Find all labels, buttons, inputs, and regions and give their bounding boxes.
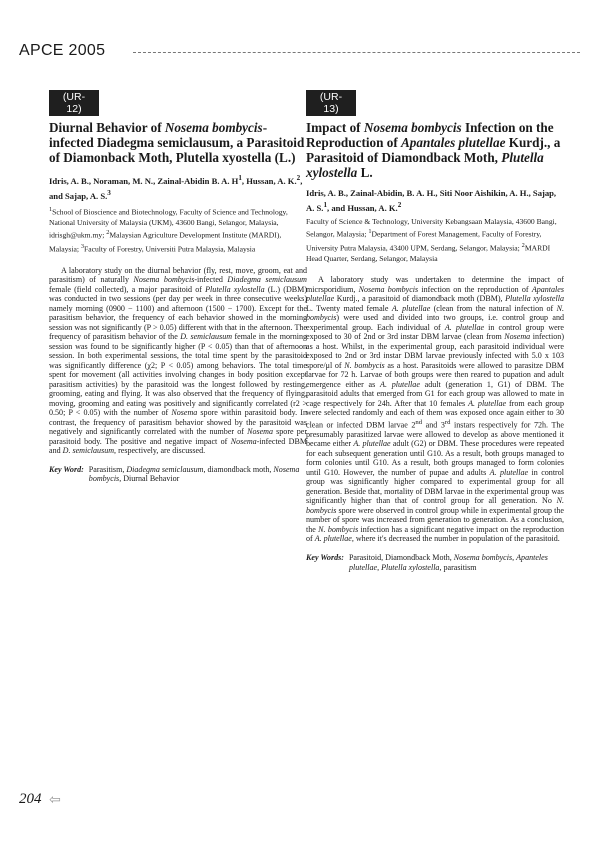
keywords-label: Key Words: — [306, 552, 344, 562]
author-list: Idris, A. B., Noraman, M. N., Zainal-Abidin B. A. $H^1$, Hussan, A. K.$^2$, and Sajap, A. S.$^3$ — [49, 174, 303, 201]
keywords-text: Parasitoid, Diamondback Moth, Nosema bombycis, Apanteles plutellae, Plutella xylostella, parasitism — [348, 552, 548, 572]
keywords — [306, 553, 564, 572]
keywords-text: Parasitism, Diadegma semiclausum, diamondback moth, Nosema bombycis, Diurnal Behavior — [88, 464, 300, 484]
author-list: Idris, A. B., Zainal-Abidin, B. A. H., Siti Noor Aishikin, A. H., Sajap, A. S.$^1$, and Hussan, A. K.$^2$ — [306, 188, 557, 213]
abstract-title: Impact of Nosema bombycis Infection on the Reproduction of Apantales plutellae Kurdj., a Parasitoid of Diamondback Moth, Plutella xylostella L. — [306, 120, 561, 180]
back-arrow-icon: ⇦ — [49, 792, 61, 808]
affiliations: Faculty of Science & Technology, University Kebangsaan Malaysia, 43600 Bangi, Selangor, Malaysia; $^1$Department of Forest Management, Faculty of Forestry, University Putra Malaysia, 43400 UPM, Serdang, Selangor, Malaysia; $^2$MARDI Head Quarter, Serdang, Selangor, Malaysia — [306, 216, 557, 263]
journal-header-title: APCE 2005 — [19, 42, 106, 59]
keywords — [49, 465, 307, 484]
keywords-label: Key Word: — [49, 464, 84, 474]
abstract-code-badge: (UR-12) — [49, 90, 99, 116]
abstract-ur12 — [49, 90, 307, 484]
affiliations: $^1$School of Bioscience and Biotechnology, Faculty of Science and Technology, National University of Malaysia (UKM), 43600 Bangi, Selangor, Malaysia, idrisgh@ukm.my; $^2$Malaysian Agriculture Development Institute (MARDI), Malaysia; $^3$Faculty of Forestry, Universiti Putra Malaysia, Malaysia — [49, 205, 288, 254]
header-divider — [133, 52, 580, 53]
abstract-title: Diurnal Behavior of Nosema bombycis-infected Diadegma semiclausum, a Parasitoid of Diamonback Moth, Plutella xyostella (L.) — [49, 120, 305, 165]
page-number: 204 — [19, 791, 42, 807]
abstract-body: A laboratory study was undertaken to determine the impact of micrsporidium, Nosema bombycis infection on the reproduction of Apantales plutellae Kurdj., a parasitoid of diamondback moth (DBM), Plutella xylostella L. Twenty mated female A. plutellae (clean from the natural infection of N. bombycis) were used and divided into two groups, i.e. control group and experimental group. Each individual of A. plutellae in control group were exposed to 30 of 2nd or 3rd instar DBM larvae (clean from Nosema infection) as a host. Whilst, in the experimental group, each parasitoid individual were exposed to 2nd or 3rd instar DBM larvae previously infected with 5.0 x 103 spore/μl of N. bombycis as a host. Parasitoids were allowed to parasitze DBM larvae for 72 h. Larvae of both groups were then reared to pupation and adult emergence either as A. plutellae adult (generation 1, G1) of DBM. The parasitoid adults that emerged from G1 for each group was allowed to mate in cage respectively for 24h. After that 10 females A. plutellae from each group were selected randomly and each of them was exposed once again either to 30 clean or infected DBM larvae 2nd and 3rd instars respectively for 72h. The presumably parasitized larvae were allowed to develop as above mentioned it became either A. plutellae adult (G2) or DBM. These procedures were repeated for each subsequent generation until G10. As a result, both groups managed to form colonies until G10. As a result, both groups managed to form colonies until G10. However, the number of pupae and adults A. plutellae in control group was significantly higher compared to experimental group for all generation. Beside that, mortality of DBM larvae in the experimental group was significantly higher than that of control group for all generation. No N. bombycis spore were observed in control group while in experimental group the number of spore was increased from generation to generation. As a conclusion, the N. bombycis infection has a significant negative impact on the reproduction of A. plutellae, where it's decreased the number in population of the parasitoid. — [306, 275, 565, 544]
abstract-ur13 — [306, 90, 564, 572]
abstract-body: A laboratory study on the diurnal behavior (fly, rest, move, groom, eat and parasitism) of naturally Nosema bombycis-infected Diadegma semiclausum female (field collected), a major parasitoid of Plutella xylostella (L.) (DBM) was conducted in two sessions (per day per week in three consecutive weeks) namely morning (0900 − 1100) and afternoon (1500 − 1700). Except for the parasitism behavior, the frequency of each behavior showed in the morning session was not significantly (P > 0.05) different with that in the afternoon. The frequency of parasitism behavior of the D. semiclausum female in the morning session was found to be significantly higher (P < 0.05) than that of afternoon session. In both experimental sessions, the total time spent by the parasitoid was significantly difference (χ2; P < 0.05) among behaviors. The total time spent for movement (all activities involving changes in body position except parasitism activities) by the parasitoid was the longest followed by resting, grooming, eating and flying. It was also observed that the frequency of flying, moving, grooming and eating was positively and significantly correlated (r2 > 0.50; P < 0.05) with the number of Nosema spore within parasitoid body. In contrast, the frequency of parasitism behavior showed by the parasitoid was negatively and significantly correlated with the number of Nosema spore per parasitoid body. The positive and negative impact of Nosema-infected DBM and D. semiclausum, respectively, are discussed. — [49, 265, 308, 456]
abstract-code-badge: (UR-13) — [306, 90, 356, 116]
